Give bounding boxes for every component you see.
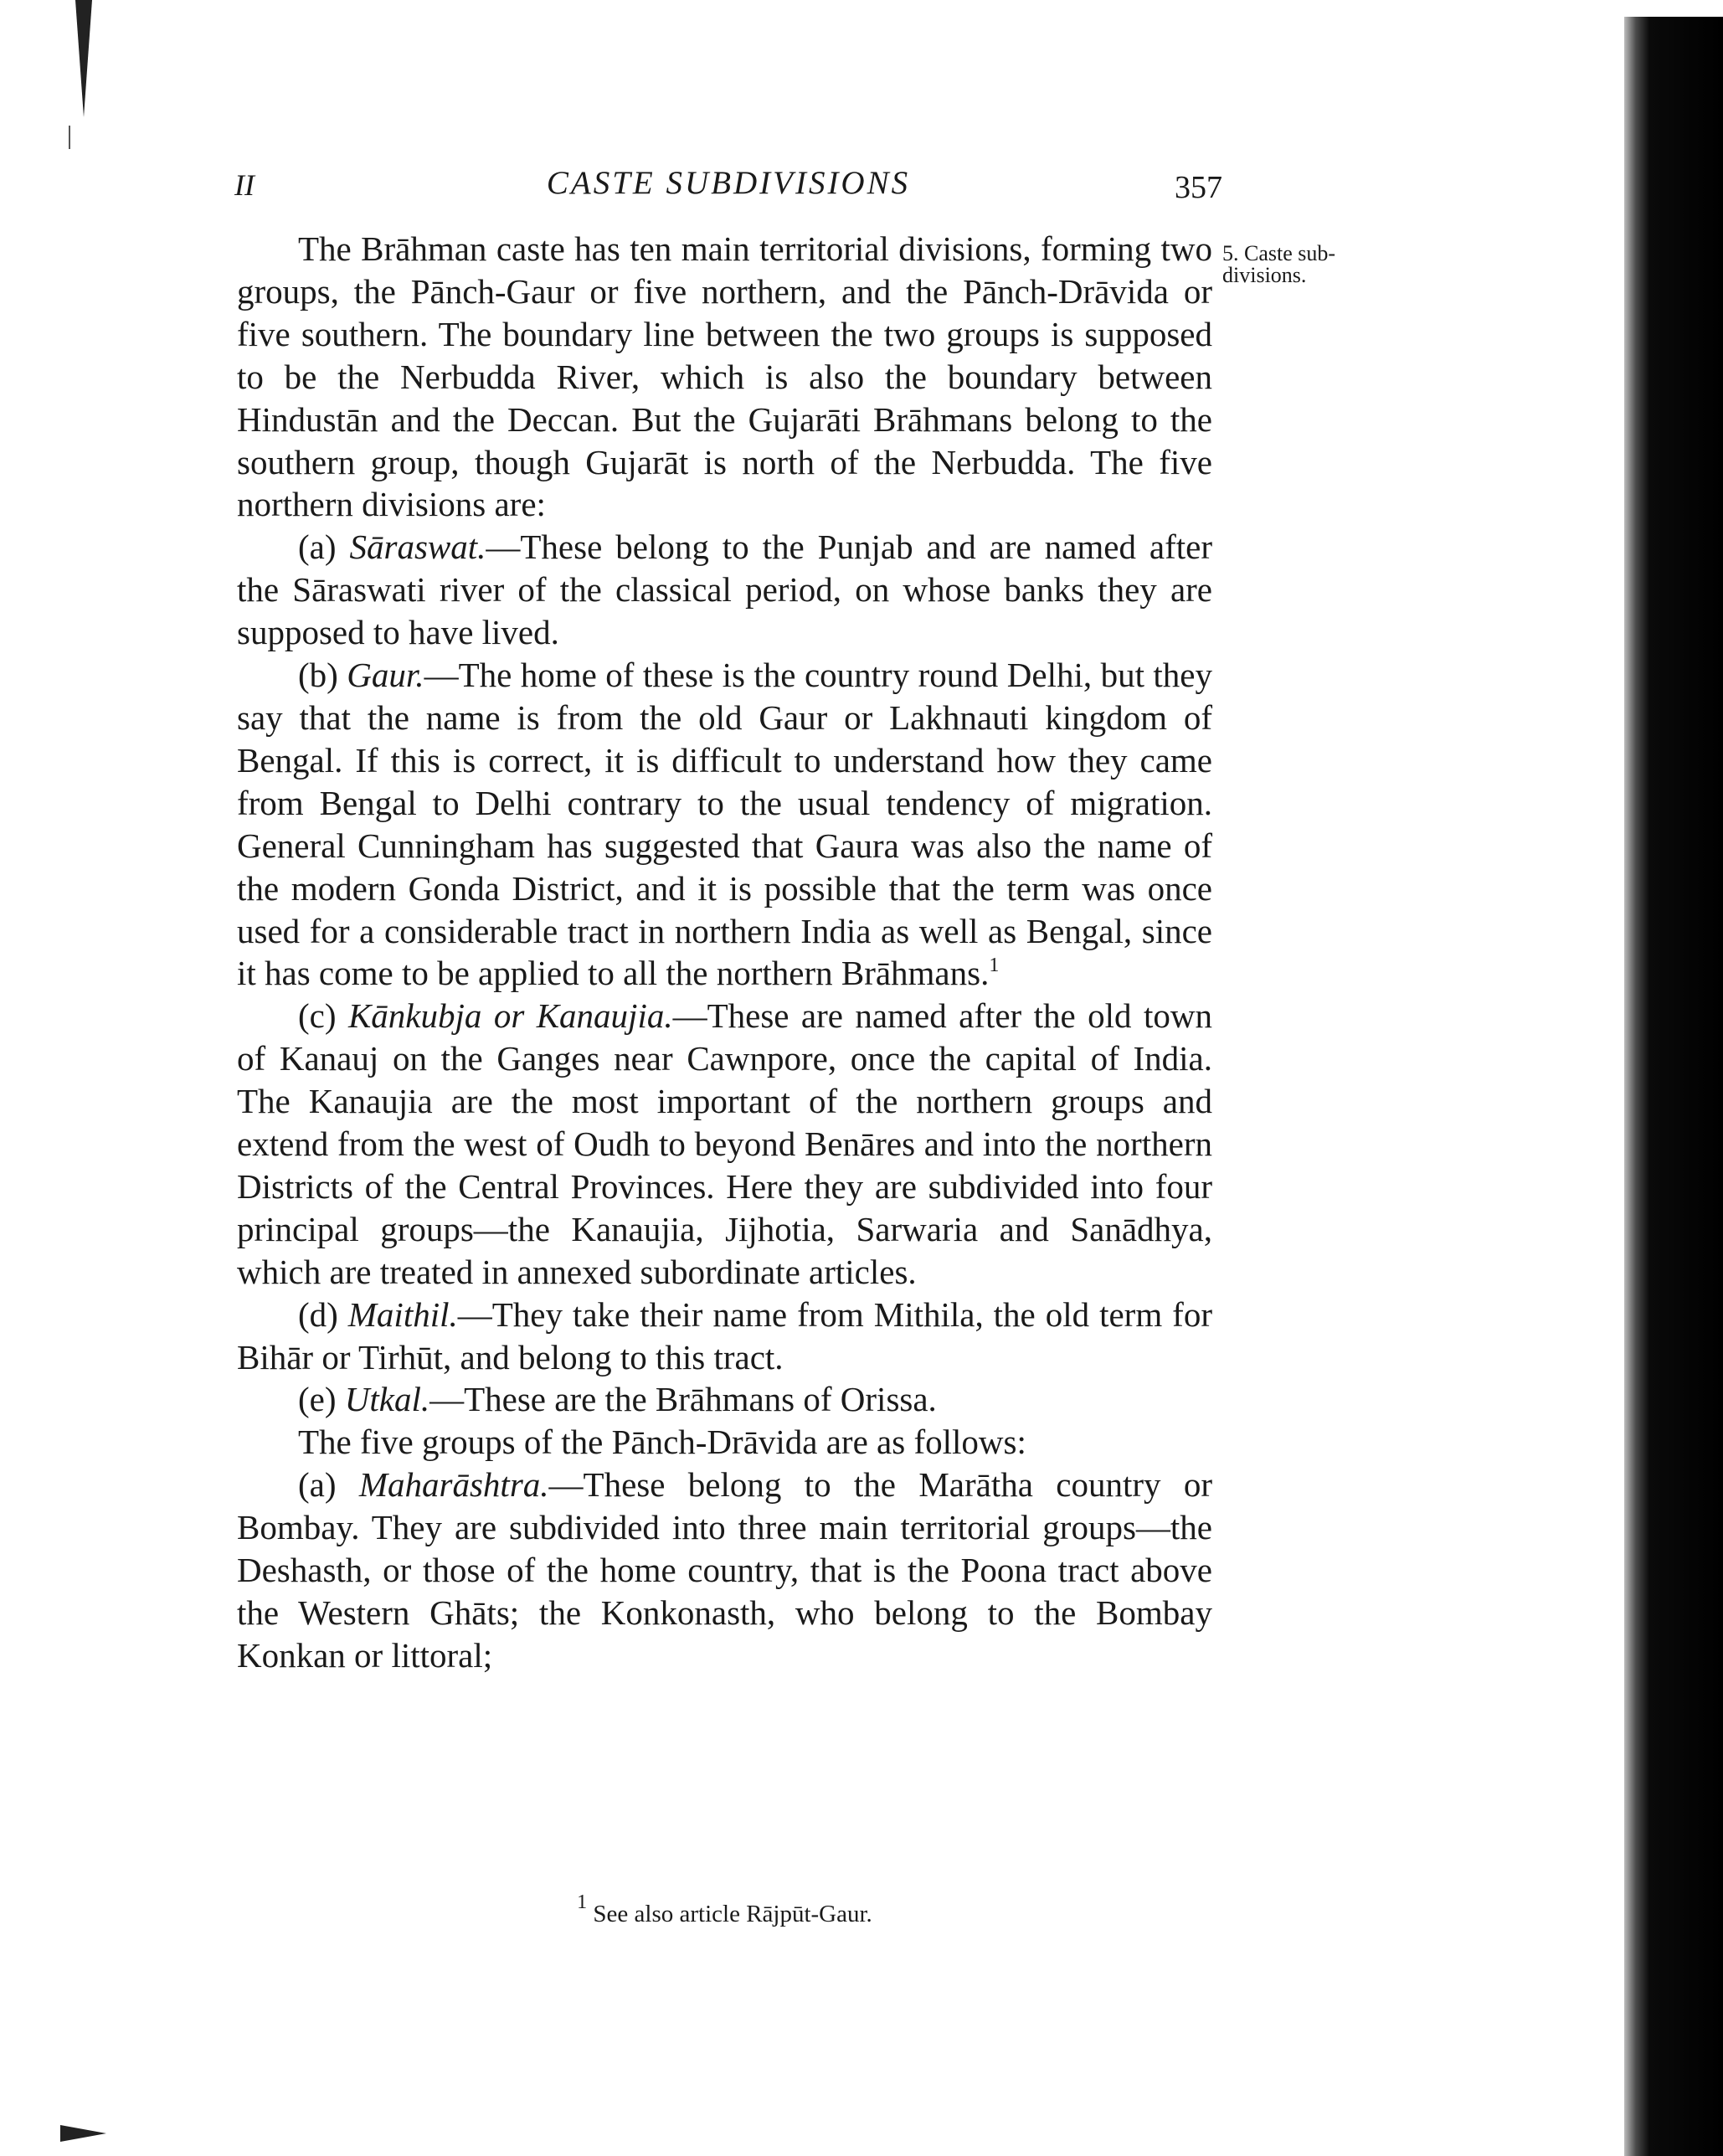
division-name: Sāraswat. [349, 527, 486, 567]
item-marker: (a) [298, 1465, 337, 1505]
chapter-number: II [234, 168, 255, 202]
division-name: Gaur. [347, 656, 424, 695]
scan-corner-mark [75, 0, 92, 117]
division-text: —They take their name from Mithila, the old term for Bihār or Tirhūt, and belong to this tract. [237, 1294, 1212, 1376]
page-title: CASTE SUBDIVISIONS [546, 165, 911, 201]
book-binding-edge [1624, 17, 1723, 2156]
item-marker: (a) [298, 527, 337, 567]
paragraph-kanaujia [237, 995, 1212, 1293]
paragraph-maharashtra [237, 1464, 1212, 1677]
division-name: Maithil. [347, 1294, 458, 1334]
division-name: Utkal. [344, 1380, 430, 1419]
paragraph-gaur [237, 654, 1212, 995]
footnote-marker: 1 [577, 1891, 588, 1913]
division-text: —The home of these is the country round Delhi, but they say that the name is from the old Gaur or Lakhnauti kingdom of Bengal. If this is correct, it is difficult to understand how they came from Bengal to Delhi contrary to the usual tendency of migration. General Cunningham has suggested that Gaura was also the name of the modern Gonda District, and it is possible that the term was once used for a considerable tract in northern India as well as Bengal, since it has come to be applied to all the northern Brāhmans. [237, 656, 1212, 993]
division-text: —These are the Brāhmans of Orissa. [429, 1380, 937, 1419]
item-marker: (d) [298, 1294, 338, 1334]
division-text: —These are named after the old town of Kanauj on the Ganges near Cawnpore, once the capital of India. The Kanaujia are the most important of the northern groups and extend from the west of Oudh to beyond Benāres and into the northern Districts of the Central Provinces. Here they are subdivided into four principal groups—the Kanaujia, Jijhotia, Sarwaria and Sanādhya, which are treated in annexed subordinate articles. [237, 996, 1212, 1291]
paragraph-south-intro: The five groups of the Pānch-Drāvida are as follows: [298, 1423, 1026, 1462]
item-marker: (b) [298, 656, 338, 695]
paragraph-maithil [237, 1294, 1212, 1379]
paragraph-saraswat [237, 526, 1212, 654]
page-number: 357 [1175, 170, 1222, 205]
item-marker: (e) [298, 1380, 337, 1419]
item-marker: (c) [298, 996, 337, 1036]
division-name: Kānkubja or Kanaujia. [347, 996, 673, 1036]
scan-corner-mark-bottom [60, 2125, 106, 2142]
division-text: —These belong to the Punjab and are named after the Sāraswati river of the classical period, on whose banks they are supposed to have lived. [237, 527, 1213, 652]
paragraph-utkal [237, 1378, 1212, 1421]
division-text: —These belong to the Marātha country or Bombay. They are subdivided into three main territorial groups—the Deshasth, or those of the home country, that is the Poona tract above the Western Ghāts; the Konkonasth, who belong to the Bombay Konkan or littoral; [237, 1465, 1213, 1675]
running-head [234, 164, 1222, 214]
division-name: Maharāshtra. [358, 1465, 549, 1505]
footnote-text: See also article Rājpūt-Gaur. [593, 1901, 872, 1927]
paragraph-intro: The Brāhman caste has ten main territorial divisions, forming two groups, the Pānch-Gaur or five northern, and the Pānch-Drāvida or five southern. The boundary line between the two groups is supposed to be the Nerbudda River, which is also the boundary between Hindustān and the Deccan. But the Gujarāti Brāhmans belong to the southern group, though Gujarāt is north of the Nerbudda. The five northern divisions are: [237, 229, 1212, 524]
footnote [237, 1891, 1212, 1928]
scan-corner-mark-line [69, 126, 70, 149]
main-text [237, 228, 1212, 1677]
margin-sidenote: 5. Caste sub-divisions. [1222, 241, 1336, 287]
footnote-reference: 1 [989, 955, 1000, 977]
